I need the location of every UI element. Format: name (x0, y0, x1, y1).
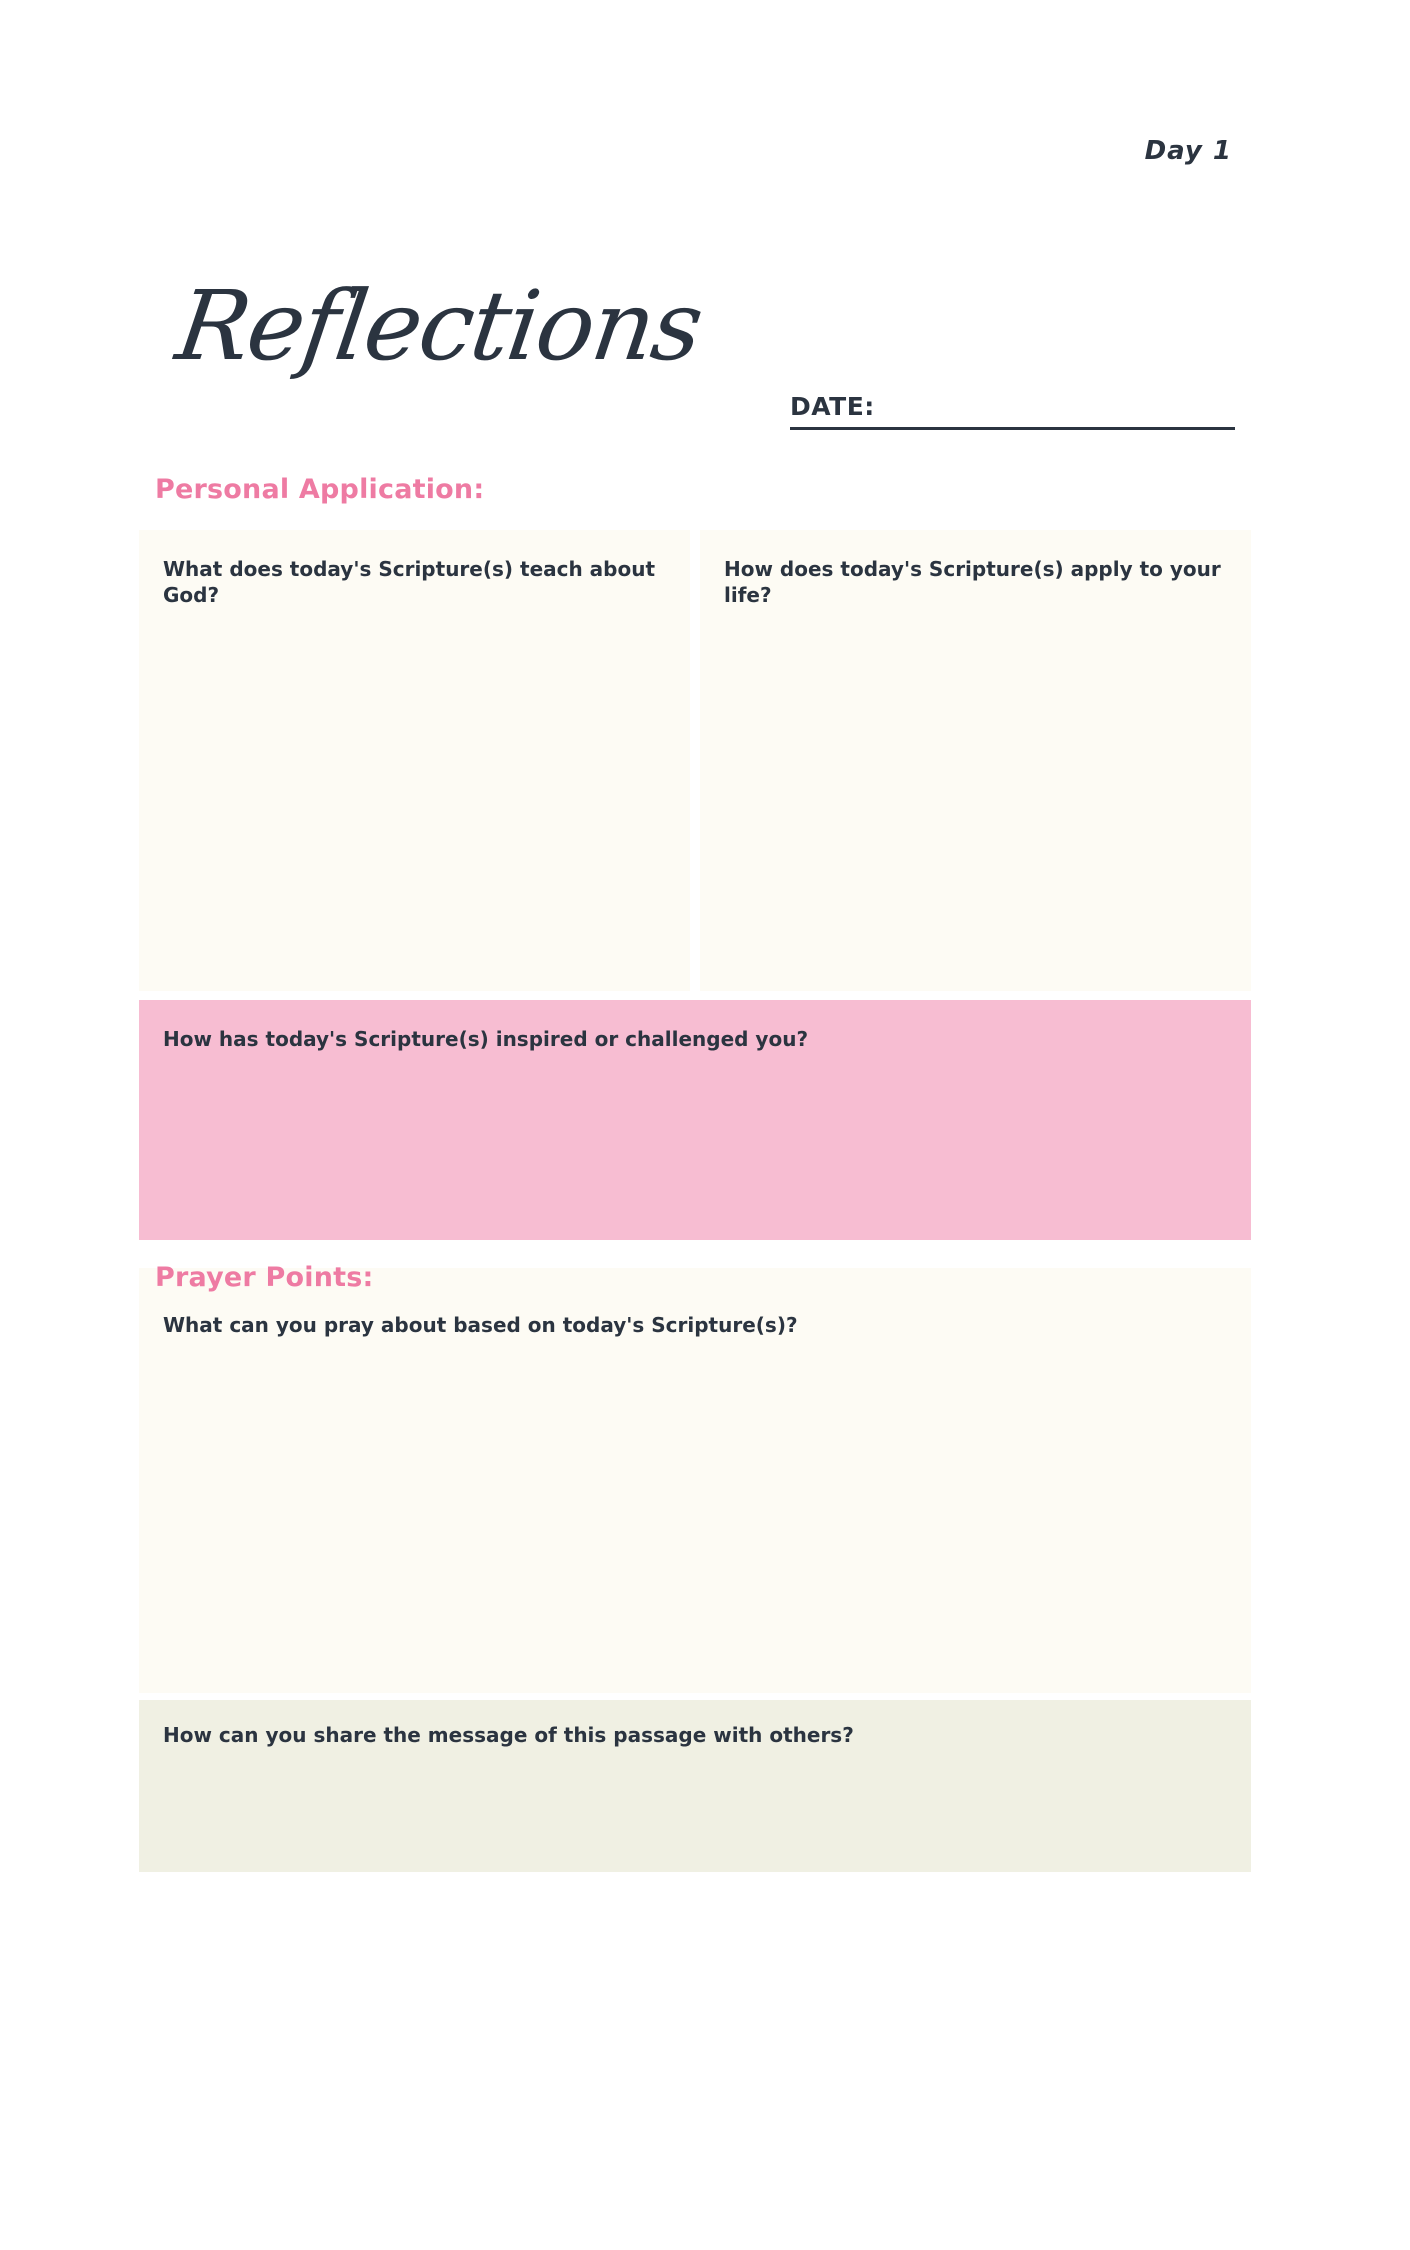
page-title: Reflections (170, 270, 708, 382)
question-teach-about-god: What does today's Scripture(s) teach about God? (163, 557, 656, 608)
answer-box-teach-about-god[interactable] (139, 530, 690, 991)
answer-box-apply-to-life[interactable] (700, 530, 1251, 991)
personal-application-heading: Personal Application: (155, 474, 485, 505)
question-inspired-challenged: How has today's Scripture(s) inspired or challenged you? (163, 1027, 809, 1051)
answer-box-prayer-points[interactable] (139, 1268, 1251, 1693)
prayer-points-heading: Prayer Points: (155, 1262, 374, 1293)
date-field[interactable] (790, 392, 1235, 430)
answer-box-inspired-challenged[interactable] (139, 1000, 1251, 1240)
question-apply-to-life: How does today's Scripture(s) apply to your life? (724, 557, 1221, 608)
date-label: DATE: (790, 392, 875, 421)
question-prayer-points: What can you pray about based on today's Scripture(s)? (163, 1313, 798, 1337)
question-share-message: How can you share the message of this passage with others? (163, 1723, 854, 1747)
answer-box-share-message[interactable] (139, 1700, 1251, 1872)
day-label: Day 1 (1144, 136, 1232, 166)
